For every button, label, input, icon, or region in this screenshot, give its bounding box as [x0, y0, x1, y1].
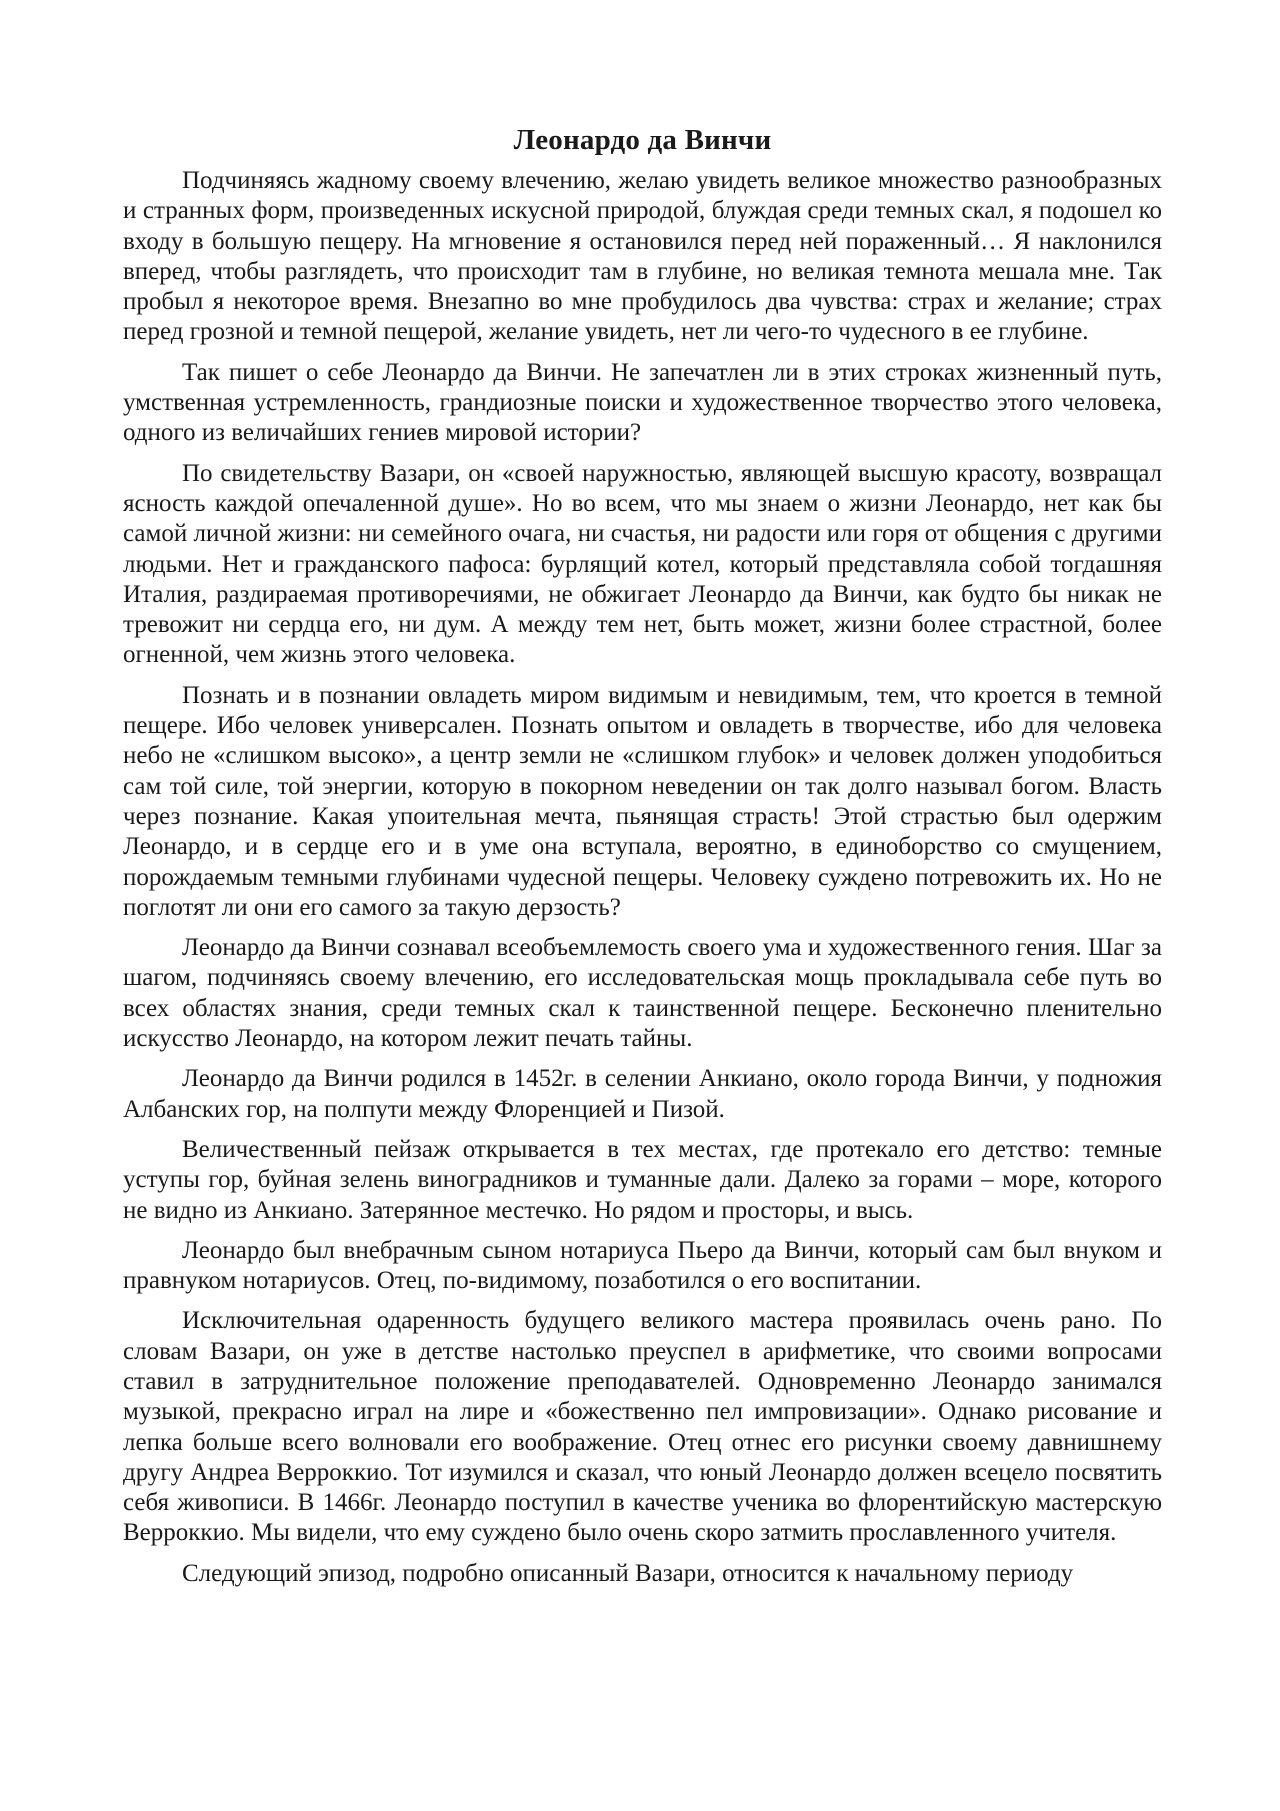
- paragraph-7: Величественный пейзаж открывается в тех местах, где протекало его детство: темные уступы гор, буйная зелень виноградников и туманные дали. Далеко за горами – море, которого не видно из Анкиано. Затерянное местечко. Но рядом и просторы, и высь.: [123, 1135, 1162, 1224]
- paragraph-4: Познать и в познании овладеть миром видимым и невидимым, тем, что кроется в темной пещере. Ибо человек универсален. Познать опытом и овладеть в творчестве, ибо для человека небо не «слишком высоко», а центр земли не «слишком глубок» и человек должен уподобиться сам той силе, той энергии, которую в покорном неведении он так долго называл богом. Власть через познание. Какая упоительная мечта, пьянящая страсть! Этой страстью был одержим Леонардо, и в сердце его и в уме она вступала, вероятно, в единоборство со смущением, порождаемым темными глубинами чудесной пещеры. Человеку суждено потревожить их. Но не поглотят ли они его самого за такую дерзость?: [123, 681, 1162, 921]
- paragraph-2: Так пишет о себе Леонардо да Винчи. Не запечатлен ли в этих строках жизненный путь, умственная устремленность, грандиозные поиски и художественное творчество этого человека, одного из величайших гениев мировой истории?: [123, 358, 1162, 447]
- paragraph-6: Леонардо да Винчи родился в 1452г. в селении Анкиано, около города Винчи, у подножия Албанских гор, на полпути между Флоренцией и Пизой.: [123, 1065, 1162, 1123]
- paragraph-9: Исключительная одаренность будущего великого мастера проявилась очень рано. По словам Вазари, он уже в детстве настолько преуспел в арифметике, что своими вопросами ставил в затруднительное положение преподавателей. Одновременно Леонардо занимался музыкой, прекрасно играл на лире и «божественно пел импровизации». Однако рисование и лепка больше всего волновали его воображение. Отец отнес его рисунки своему давнишнему другу Андреа Верроккио. Тот изумился и сказал, что юный Леонардо должен всецело посвятить себя живописи. В 1466г. Леонардо поступил в качестве ученика во флорентийскую мастерскую Верроккио. Мы видели, что ему суждено было очень скоро затмить прославленного учителя.: [123, 1307, 1162, 1547]
- paragraph-5: Леонардо да Винчи сознавал всеобъемлемость своего ума и художественного гения. Шаг за шагом, подчиняясь своему влечению, его исследовательская мощь прокладывала себе путь во всех областях знания, среди темных скал к таинственной пещере. Бесконечно пленительно искусство Леонардо, на котором лежит печать тайны.: [123, 934, 1162, 1053]
- paragraph-1: Подчиняясь жадному своему влечению, желаю увидеть великое множество разнообразных и странных форм, произведенных искусной природой, блуждая среди темных скал, я подошел ко входу в большую пещеру. На мгновение я остановился перед ней пораженный… Я наклонился вперед, чтобы разглядеть, что происходит там в глубине, но великая темнота мешала мне. Так пробыл я некоторое время. Внезапно во мне пробудилось два чувства: страх и желание; страх перед грозной и темной пещерой, желание увидеть, нет ли чего-то чудесного в ее глубине.: [123, 167, 1162, 346]
- paragraph-3: По свидетельству Вазари, он «своей наружностью, являющей высшую красоту, возвращал ясность каждой опечаленной душе». Но во всем, что мы знаем о жизни Леонардо, нет как бы самой личной жизни: ни семейного очага, ни счастья, ни радости или горя от общения с другими людьми. Нет и гражданского пафоса: бурлящий котел, который представляла собой тогдашняя Италия, раздираемая противоречиями, не обжигает Леонардо да Винчи, как будто бы никак не тревожит ни сердца его, ни дум. А между тем нет, быть может, жизни более страстной, более огненной, чем жизнь этого человека.: [123, 459, 1162, 669]
- document-title: Леонардо да Винчи: [513, 124, 772, 156]
- paragraph-8: Леонардо был внебрачным сыном нотариуса Пьеро да Винчи, который сам был внуком и правнуком нотариусов. Отец, по-видимому, позаботился о его воспитании.: [123, 1236, 1162, 1295]
- document-body: [123, 118, 1162, 1599]
- paragraph-10: Следующий эпизод, подробно описанный Вазари, относится к начальному периоду: [182, 1559, 1074, 1587]
